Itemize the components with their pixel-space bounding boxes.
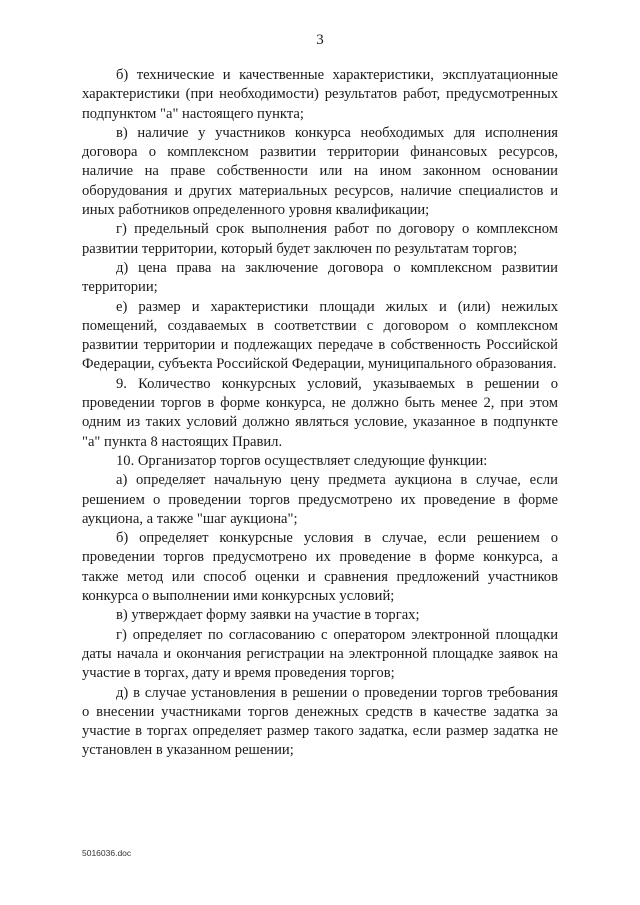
page-number: 3 [316, 32, 324, 48]
paragraph-8g: г) предельный срок выполнения работ по договору о комплексном развитии территории, который будет заключен по результатам торгов; [82, 221, 558, 257]
paragraph-8d: д) цена права на заключение договора о комплексном развитии территории; [82, 259, 558, 296]
paragraph-10d: д) в случае установления в решении о проведении торгов требования о внесении участниками торгов денежных средств в качестве задатка за участие в торгах определяет размер такого задатка, если размер задатка не установлен в указанном решении; [82, 684, 558, 759]
footer-file-name: 5016036.doc [82, 848, 132, 858]
paragraph-9: 9. Количество конкурсных условий, указываемых в решении о проведении торгов в форме конкурса, не должно быть менее 2, при этом одним из таких условий должно являться условие, указанное в подпункте "а" пункта 8 настоящих Правил. [82, 375, 558, 450]
paragraph-8v: в) наличие у участников конкурса необходимых для исполнения договора о комплексном развитии территории финансовых ресурсов, наличие на праве собственности или на ином законном основании оборудования и других материальных ресурсов, наличие специалистов и иных работников определенного уровня квалификации; [82, 124, 558, 219]
document-body [82, 66, 558, 761]
paragraph-8b: б) технические и качественные характеристики, эксплуатационные характеристики (при необходимости) результатов работ, предусмотренных подпунктом "а" настоящего пункта; [82, 67, 558, 122]
paragraph-10: 10. Организатор торгов осуществляет следующие функции: [116, 452, 488, 469]
paragraph-10g: г) определяет по согласованию с оператором электронной площадки даты начала и окончания регистрации на электронной площадке заявок на участие в торгах, дату и время проведения торгов; [82, 626, 558, 682]
paragraph-8e: е) размер и характеристики площади жилых и (или) нежилых помещений, создаваемых в соответствии с договором о комплексном развитии территории и подлежащих передаче в собственность Российской Федерации, субъекта Российской Федерации, муниципального образования. [82, 298, 558, 373]
paragraph-10b: б) определяет конкурсные условия в случае, если решением о проведении торгов предусмотрено их проведение в форме конкурса, а также метод или способ оценки и сравнения предложений участников конкурса о выполнении ими конкурсных условий; [82, 530, 558, 605]
paragraph-10a: а) определяет начальную цену предмета аукциона в случае, если решением о проведении торгов предусмотрено их проведение в форме аукциона, а также "шаг аукциона"; [82, 472, 558, 527]
paragraph-10v: в) утверждает форму заявки на участие в торгах; [116, 607, 420, 624]
